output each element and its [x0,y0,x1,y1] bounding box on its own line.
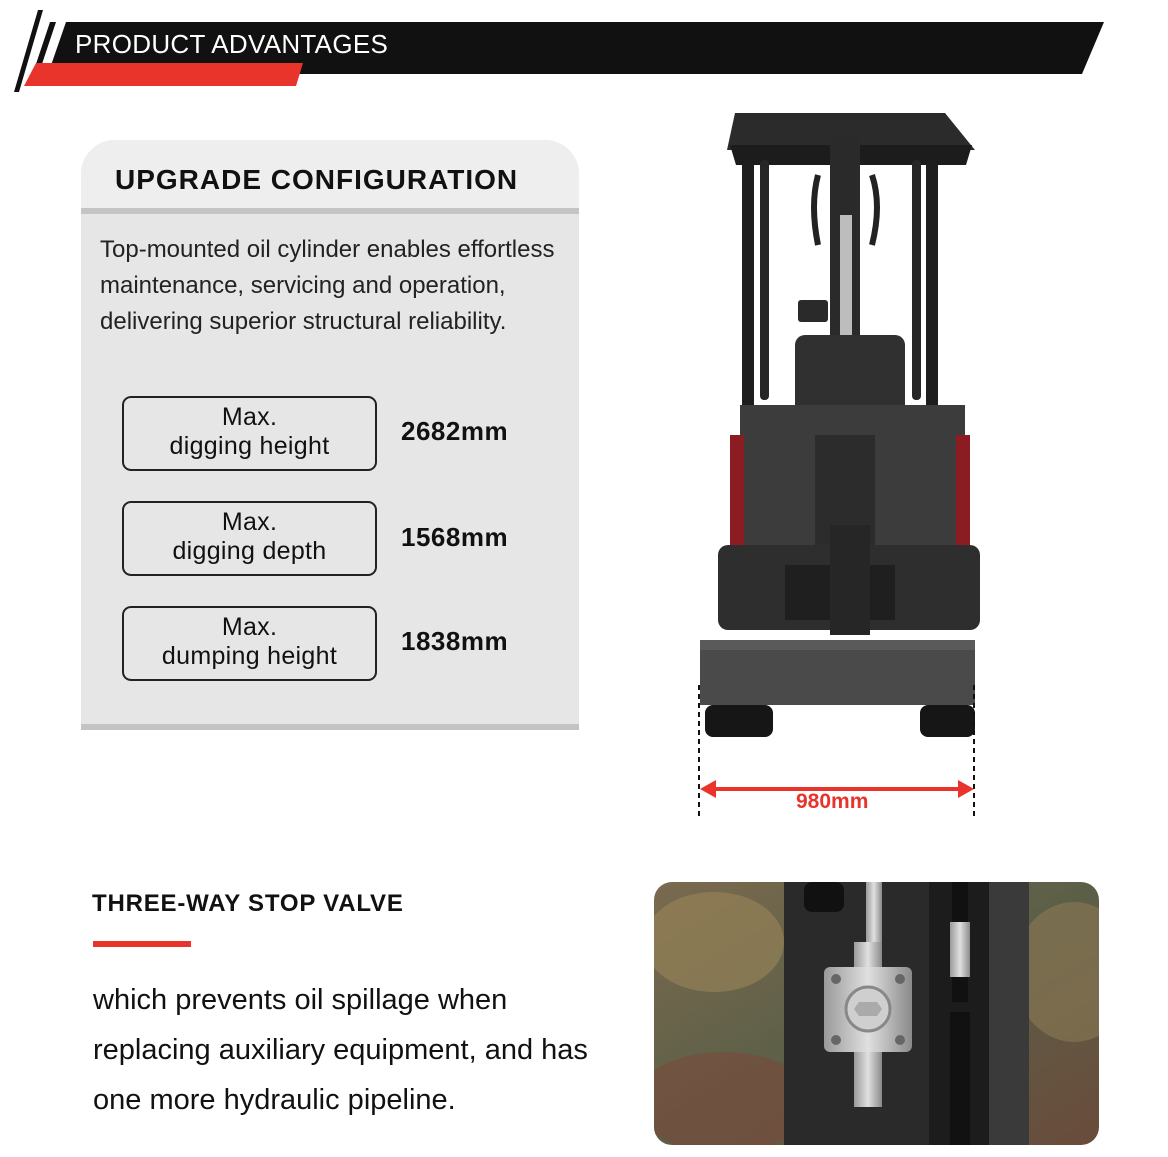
valve-title-underline [93,941,191,947]
page-title: PRODUCT ADVANTAGES [75,29,389,59]
spec-label-line1: Max. [221,613,278,641]
spec-label-line1: Max. [221,508,278,536]
machine-width-label: 980mm [796,790,869,813]
spec-label-digging-depth [122,501,377,576]
upgrade-card [81,140,579,730]
spec-label-dumping-height [122,606,377,681]
excavator-image [690,105,990,825]
upgrade-description: Top-mounted oil cylinder enables effortless maintenance, servicing and operation, delivering superior structural reliability. [100,236,555,335]
valve-description: which prevents oil spillage when replacing auxiliary equipment, and has one more hydraulic pipeline. [93,984,588,1116]
spec-value-dumping-height: 1838mm [401,626,509,656]
valve-title: THREE-WAY STOP VALVE [92,890,404,917]
spec-value-digging-height: 2682mm [401,416,509,446]
valve-photo [654,882,1099,1145]
upgrade-title: UPGRADE CONFIGURATION [115,164,519,195]
upgrade-card-header [81,140,579,214]
spec-label-line2: digging depth [172,537,327,565]
spec-label-line2: dumping height [161,642,338,670]
spec-label-digging-height [122,396,377,471]
header-banner [0,0,1168,100]
spec-value-digging-depth: 1568mm [401,522,509,552]
spec-label-line1: Max. [221,403,278,431]
spec-label-line2: digging height [169,432,330,460]
